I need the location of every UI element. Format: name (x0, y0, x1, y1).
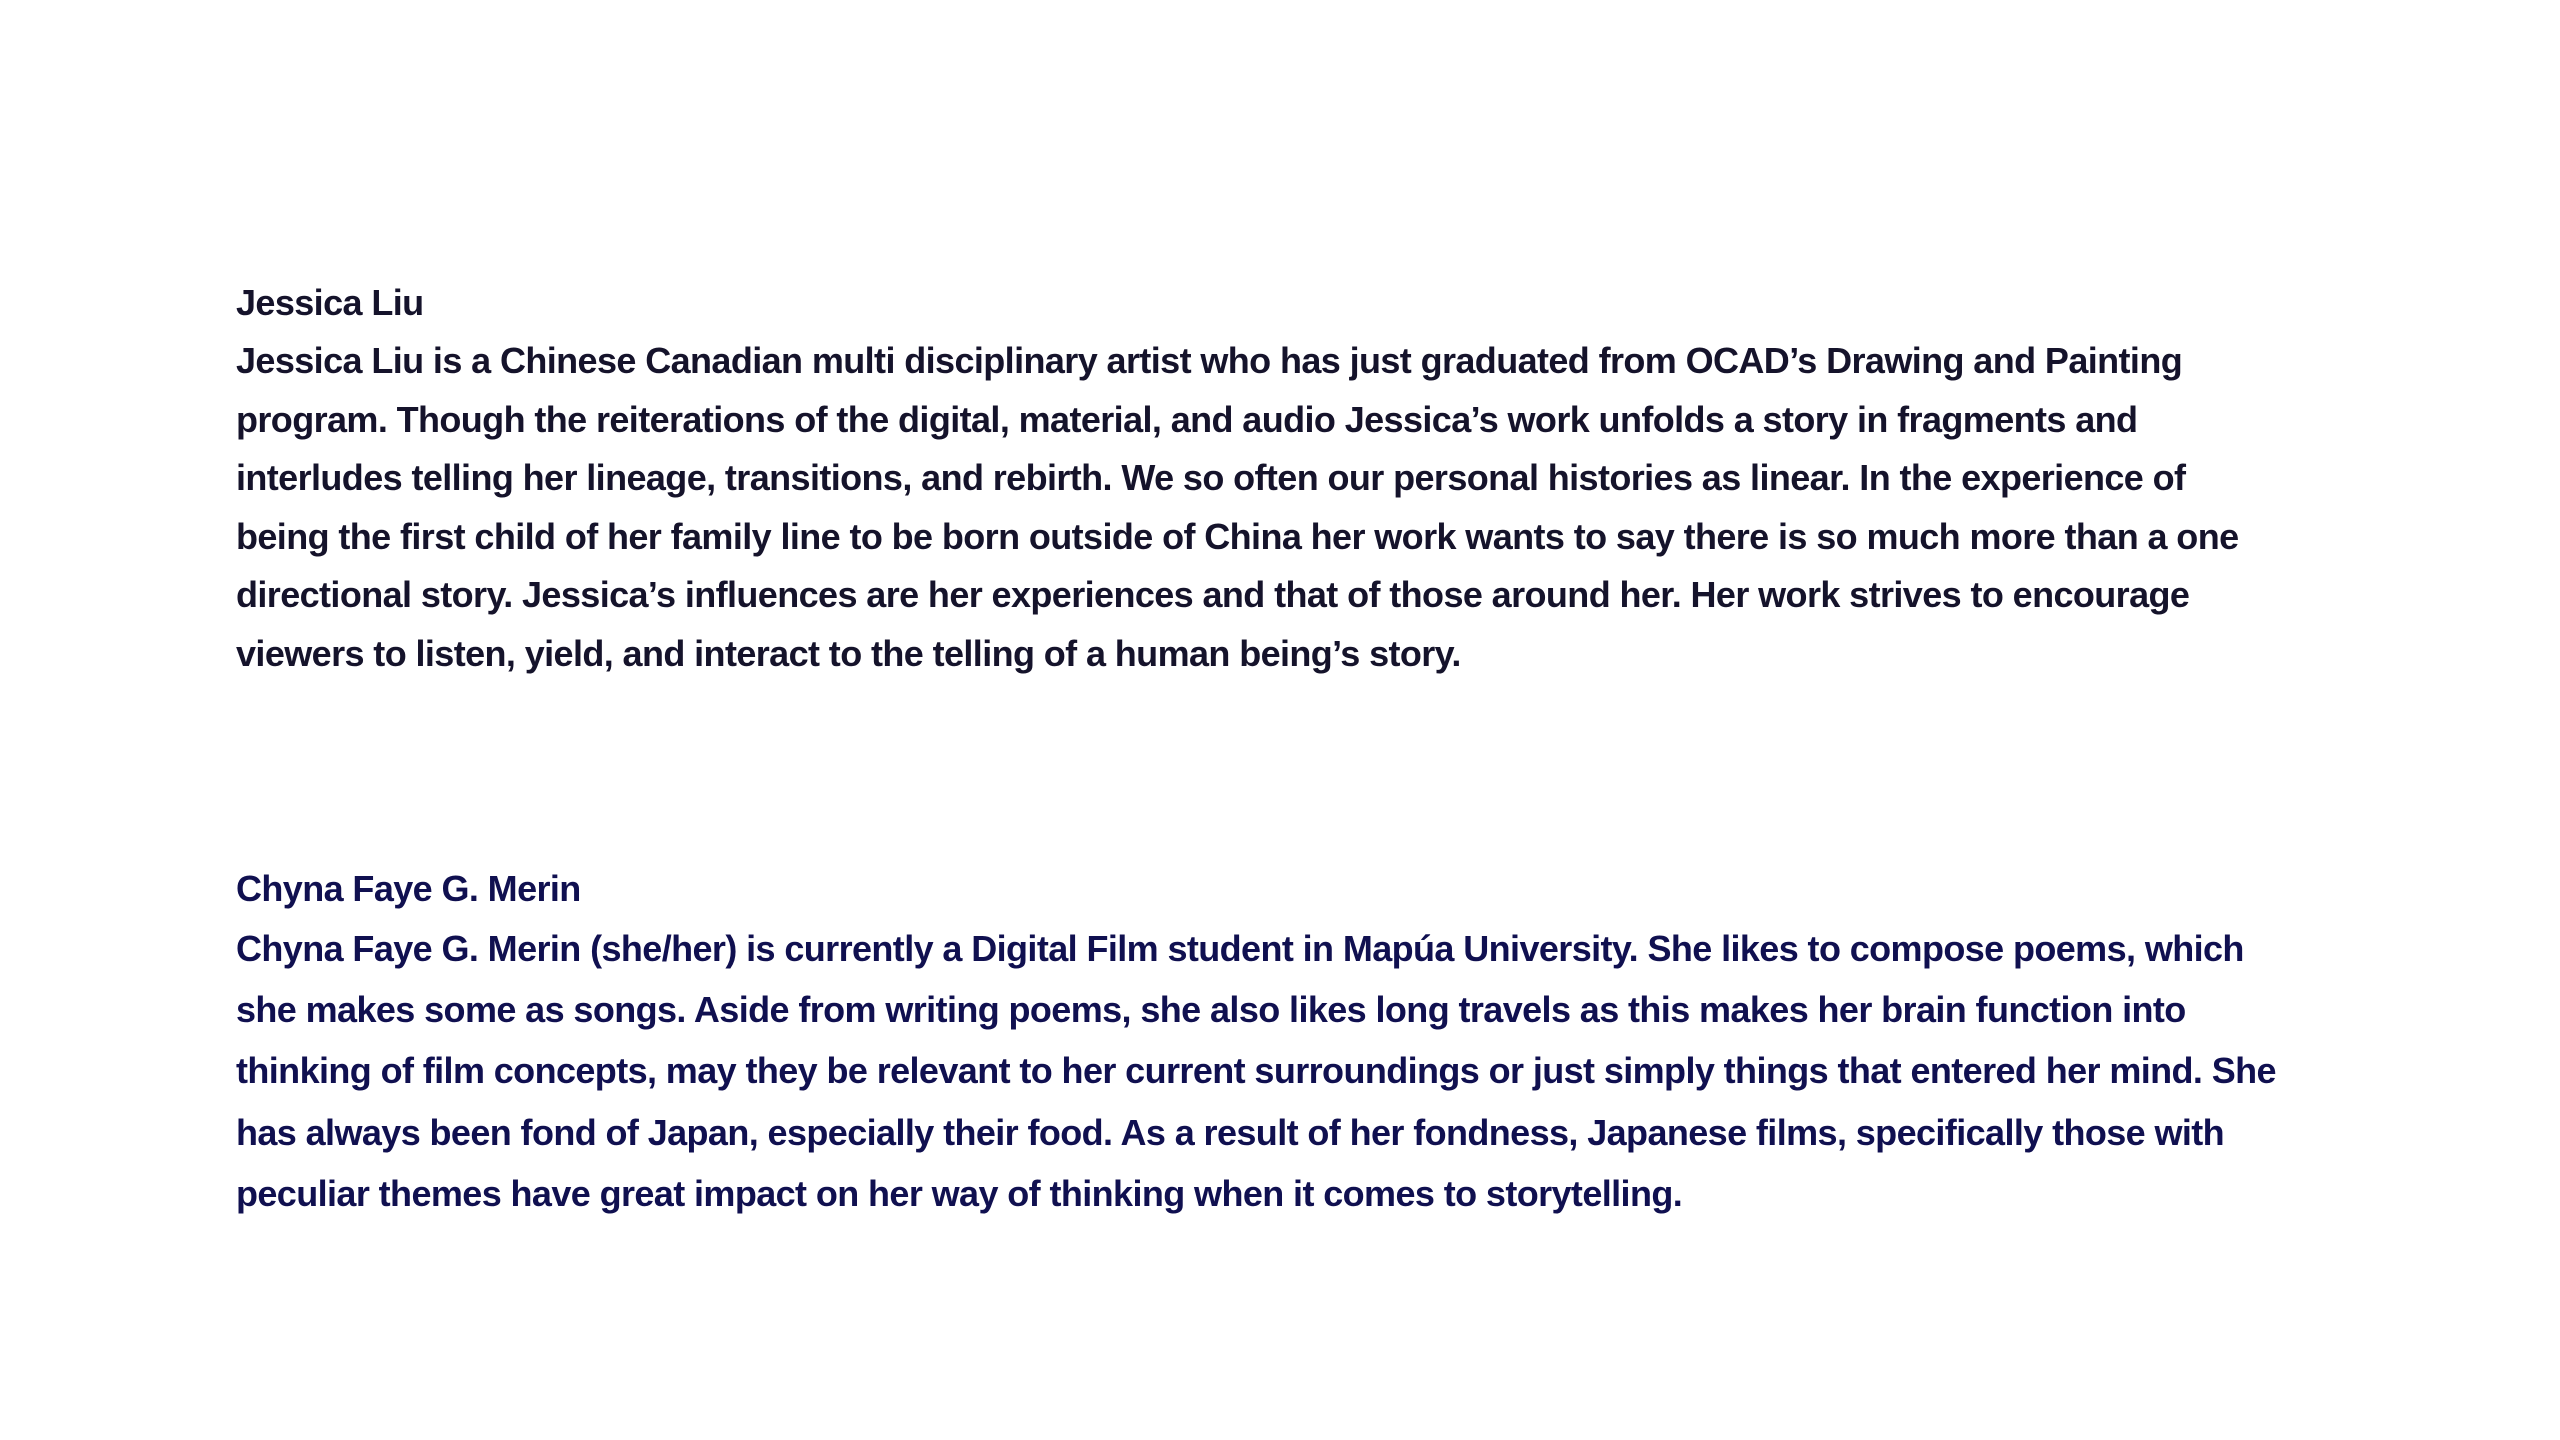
bio-section-chyna-faye-g-merin (236, 860, 2286, 1224)
bio-text: Chyna Faye G. Merin (she/her) is currently a Digital Film student in Mapúa University. She likes to compose poems, which she makes some as songs. Aside from writing poems, she also likes long travels as this makes her brain function into thinking of film concepts, may they be relevant to her current surroundings or just simply things that entered her mind. She has always been fond of Japan, especially their food. As a result of her fondness, Japanese films, specifically those with peculiar themes have great impact on her way of thinking when it comes to storytelling. (236, 928, 2276, 1214)
bio-section-jessica-liu (236, 274, 2286, 684)
bio-name: Jessica Liu (236, 282, 424, 323)
bio-text: Jessica Liu is a Chinese Canadian multi disciplinary artist who has just graduated from OCAD’s Drawing and Painting program. Though the reiterations of the digital, material, and audio Jessica’s work unfolds a story in fragments and interludes telling her lineage, transitions, and rebirth. We so often our personal histories as linear. In the experience of being the first child of her family line to be born outside of China her work wants to say there is so much more than a one directional story. Jessica’s influences are her experiences and that of those around her. Her work strives to encourage viewers to listen, yield, and interact to the telling of a human being’s story. (236, 340, 2239, 674)
bio-name: Chyna Faye G. Merin (236, 868, 581, 909)
